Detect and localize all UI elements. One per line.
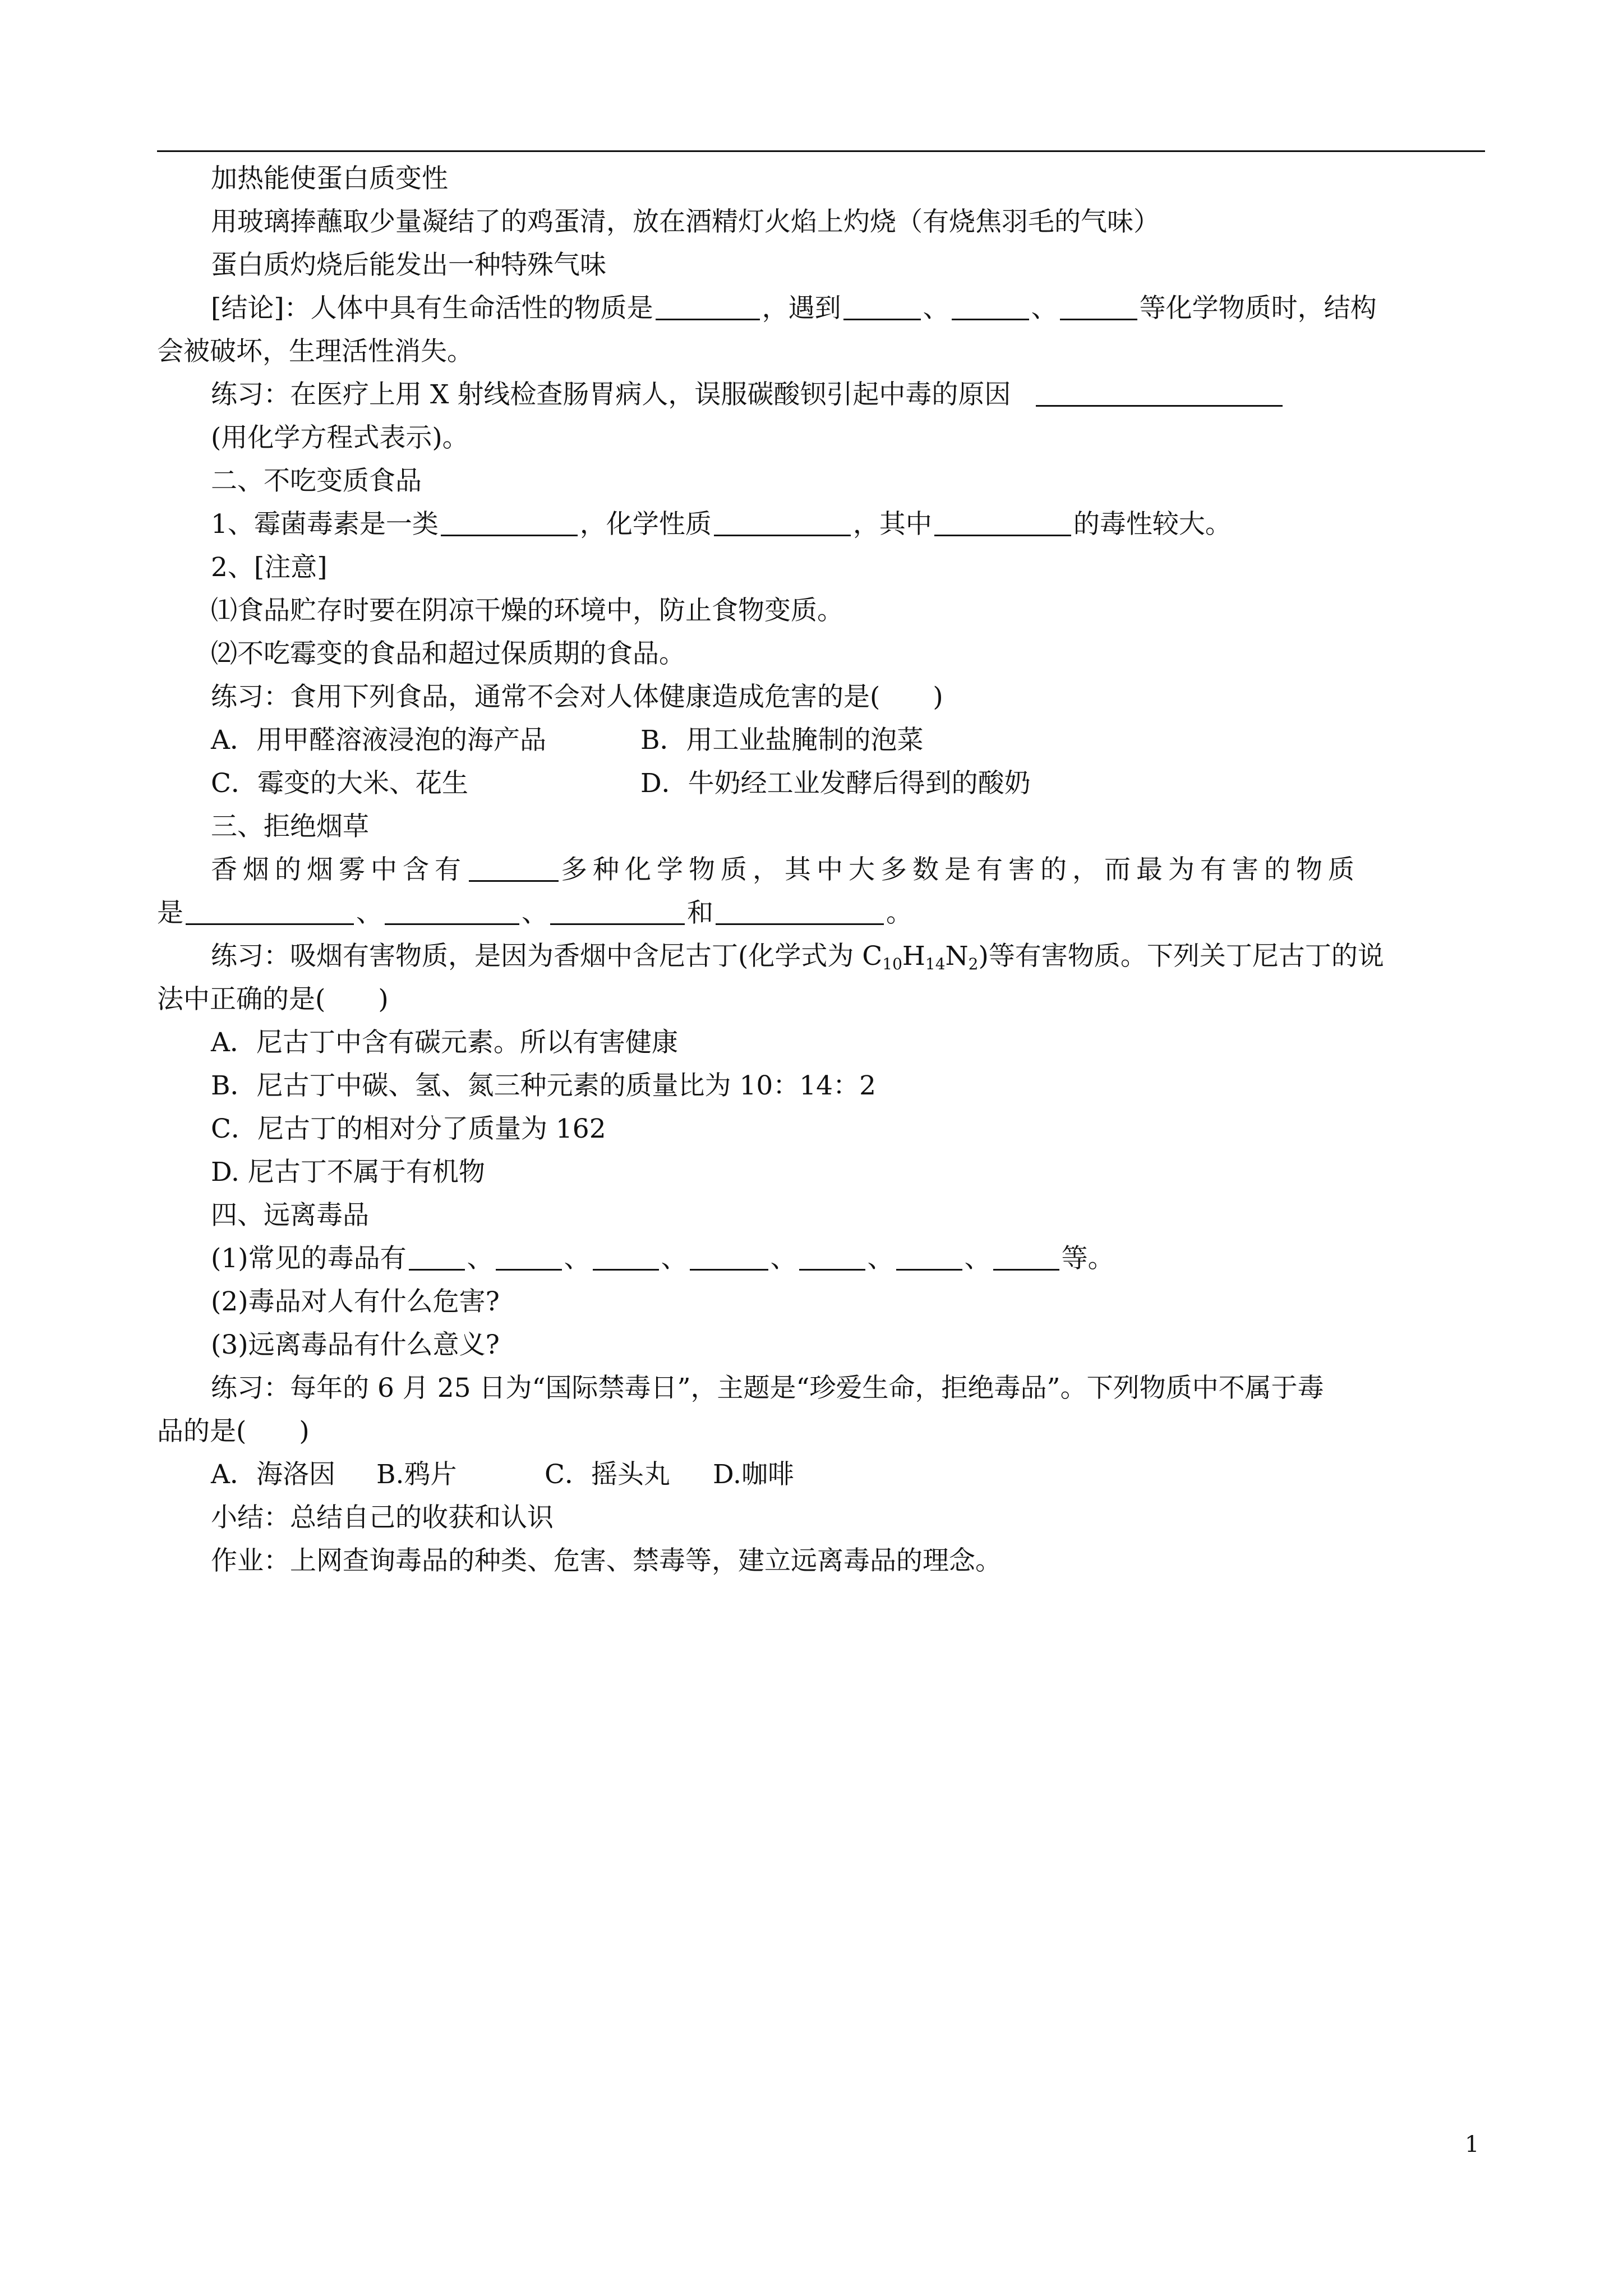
text-segment: 1、霉菌毒素是一类	[211, 509, 439, 540]
text-line: 会被破坏，生理活性消失。	[157, 336, 473, 367]
text-line: 加热能使蛋白质变性	[211, 163, 448, 194]
option-a: A．用甲醛溶液浸泡的海产品	[211, 725, 546, 756]
text-segment: 、	[923, 293, 949, 324]
text-segment: 等。	[1061, 1243, 1114, 1274]
homework-line: 作业：上网查询毒品的种类、危害、禁毒等，建立远离毒品的理念。	[211, 1545, 1002, 1576]
text-segment: 练习：吸烟有害物质，是因为香烟中含尼古丁(化学式为 C	[211, 941, 883, 972]
question-line	[157, 891, 1485, 935]
text-segment: (1)常见的毒品有	[211, 1243, 407, 1274]
page-number: 1	[1465, 2132, 1479, 2157]
fill-blank[interactable]	[593, 1243, 659, 1271]
fill-blank[interactable]	[934, 509, 1071, 536]
option-b: B.鸦片	[376, 1459, 457, 1490]
text-line: 2、[注意]	[211, 552, 328, 583]
fill-blank[interactable]	[385, 898, 519, 925]
subscript: 14	[925, 955, 946, 973]
option-d: D. 尼古丁不属于有机物	[211, 1157, 485, 1188]
question-line	[157, 1237, 1485, 1280]
text-line: (2)毒品对人有什么危害?	[211, 1286, 500, 1317]
text-segment: 、	[356, 898, 382, 928]
text-line: ⑴食品贮存时要在阴凉干燥的环境中，防止食物变质。	[211, 595, 843, 626]
separator: 、	[867, 1243, 894, 1274]
text-segment: 、	[522, 898, 548, 928]
header-rule	[157, 150, 1485, 152]
fill-blank[interactable]	[690, 1243, 768, 1271]
separator: 、	[564, 1243, 591, 1274]
fill-blank[interactable]	[1060, 293, 1137, 320]
question-line	[157, 848, 1485, 891]
text-line: 法中正确的是( )	[157, 984, 389, 1015]
section-heading: 四、远离毒品	[211, 1200, 369, 1231]
text-segment: H	[902, 941, 925, 972]
option-c: C．摇头丸	[545, 1459, 670, 1490]
subscript: 10	[882, 955, 902, 973]
text-segment: 练习：在医疗上用 X 射线检查肠胃病人，误服碳酸钡引起中毒的原因	[211, 379, 1011, 410]
conclusion-line	[157, 287, 1485, 330]
text-line: 品的是( )	[157, 1416, 310, 1447]
option-row	[157, 762, 1485, 805]
option-b: B．用工业盐腌制的泡菜	[640, 725, 924, 756]
text-segment: N	[945, 941, 969, 972]
exercise-line	[157, 935, 1485, 978]
text-segment: 的毒性较大。	[1073, 509, 1232, 540]
fill-blank[interactable]	[714, 509, 851, 536]
text-segment: 和	[687, 898, 713, 928]
exercise-line: 练习：食用下列食品，通常不会对人体健康造成危害的是( )	[211, 682, 943, 712]
text-segment: 是	[157, 898, 183, 928]
section-heading: 二、不吃变质食品	[211, 466, 422, 496]
separator: 、	[964, 1243, 991, 1274]
fill-blank[interactable]	[409, 1243, 465, 1271]
fill-blank[interactable]	[952, 293, 1029, 320]
section-heading: 三、拒绝烟草	[211, 811, 369, 842]
option-a: A．海洛因	[211, 1459, 335, 1490]
text-line: ⑵不吃霉变的食品和超过保质期的食品。	[211, 638, 685, 669]
fill-blank[interactable]	[896, 1243, 962, 1271]
text-segment: [结论]：人体中具有生命活性的物质是	[211, 293, 653, 324]
exercise-line: 练习：每年的 6 月 25 日为“国际禁毒日”，主题是“珍爱生命，拒绝毒品”。下列物质中不属于毒	[211, 1373, 1324, 1404]
text-segment: 、	[1031, 293, 1058, 324]
text-segment: 等化学物质时，结构	[1139, 293, 1377, 324]
fill-blank[interactable]	[469, 854, 559, 882]
option-c: C．尼古丁的相对分了质量为 162	[211, 1114, 606, 1144]
option-b: B．尼古丁中碳、氢、氮三种元素的质量比为 10：14：2	[211, 1070, 876, 1101]
fill-blank[interactable]	[656, 293, 760, 320]
text-segment: ，化学性质	[579, 509, 712, 540]
fill-blank[interactable]	[1036, 379, 1283, 407]
text-line: 蛋白质灼烧后能发出一种特殊气味	[211, 250, 606, 280]
text-segment: 。	[886, 898, 912, 928]
text-segment: ，其中	[852, 509, 932, 540]
fill-blank[interactable]	[993, 1243, 1059, 1271]
fill-blank[interactable]	[186, 898, 354, 925]
text-segment: ，遇到	[762, 293, 841, 324]
fill-blank[interactable]	[843, 293, 921, 320]
fill-blank[interactable]	[441, 509, 578, 536]
question-line	[157, 503, 1485, 546]
text-line: (3)远离毒品有什么意义?	[211, 1329, 500, 1360]
option-row	[157, 719, 1485, 762]
text-line: (用化学方程式表示)。	[211, 422, 469, 453]
fill-blank[interactable]	[799, 1243, 865, 1271]
text-segment: )等有害物质。下列关丁尼古丁的说	[978, 941, 1384, 972]
summary-line: 小结：总结自己的收获和认识	[211, 1502, 554, 1533]
text-segment: 多种化学物质，其中大多数是有害的，而最为有害的物质	[561, 854, 1360, 885]
separator: 、	[467, 1243, 494, 1274]
option-a: A．尼古丁中含有碳元素。所以有害健康	[211, 1027, 678, 1058]
fill-blank[interactable]	[550, 898, 685, 925]
separator: 、	[770, 1243, 797, 1274]
option-d: D.咖啡	[713, 1459, 794, 1490]
subscript: 2	[968, 955, 979, 973]
fill-blank[interactable]	[716, 898, 884, 925]
exercise-line	[157, 373, 1485, 416]
fill-blank[interactable]	[496, 1243, 562, 1271]
text-line: 用玻璃捧蘸取少量凝结了的鸡蛋清，放在酒精灯火焰上灼烧（有烧焦羽毛的气味）	[211, 206, 1160, 237]
option-d: D．牛奶经工业发酵后得到的酸奶	[640, 768, 1031, 799]
document-body	[157, 157, 1485, 1582]
option-row	[157, 1453, 1485, 1496]
text-segment: 香烟的烟雾中含有	[211, 854, 467, 885]
separator: 、	[661, 1243, 688, 1274]
option-c: C．霉变的大米、花生	[211, 768, 468, 799]
